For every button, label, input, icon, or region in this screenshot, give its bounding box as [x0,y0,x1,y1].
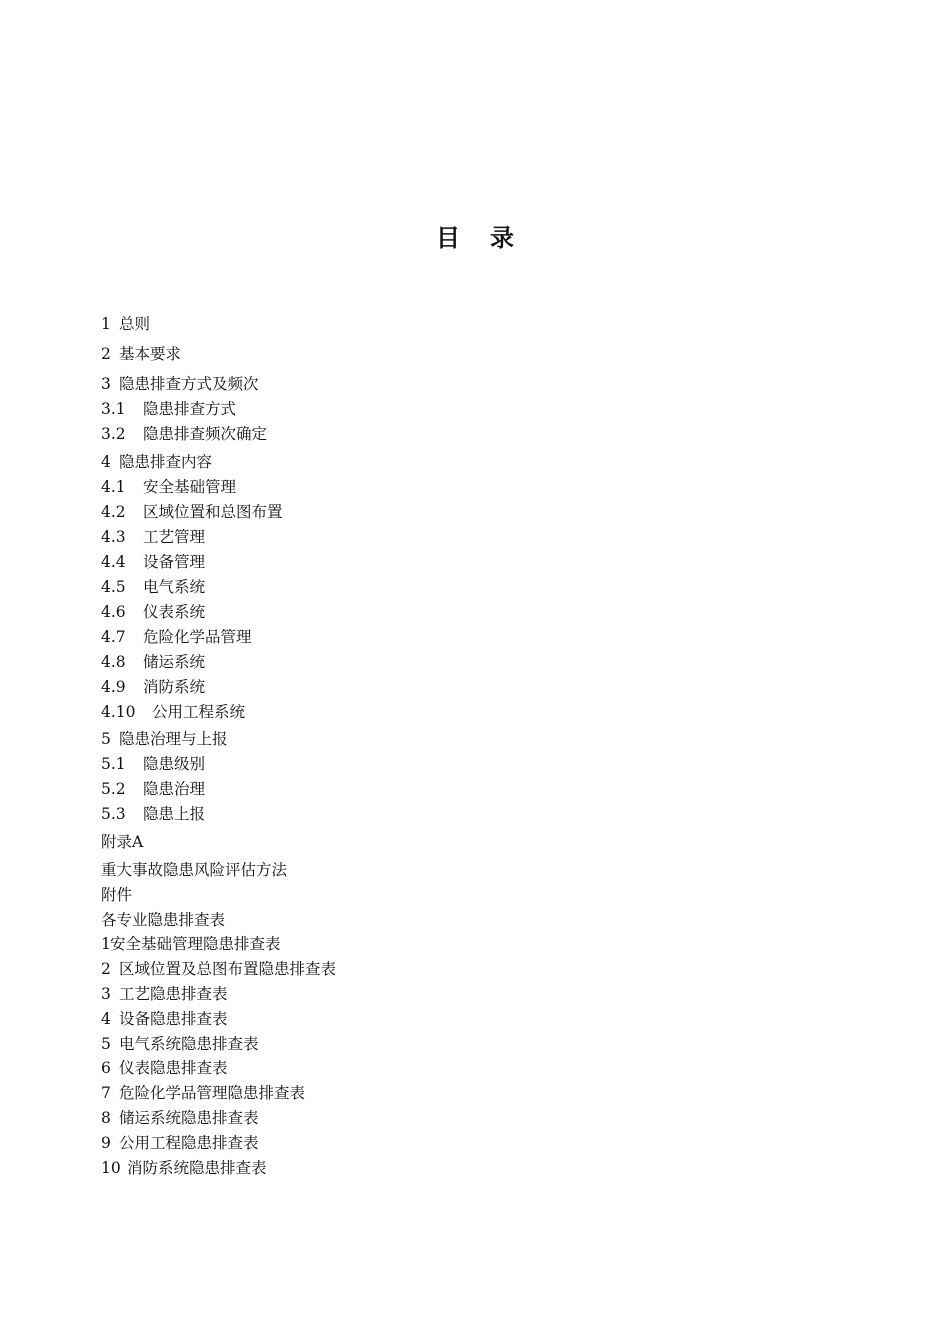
toc-item-number: 5 [101,1035,111,1053]
toc-item-text: 消防系统隐患排查表 [127,1159,267,1177]
toc-item-number: 4.3 [101,528,126,546]
toc-item [101,452,212,472]
toc-item-text: 安全基础管理隐患排查表 [110,935,281,953]
toc-item [101,885,132,905]
toc-item-text: 电气系统隐患排查表 [119,1035,259,1053]
toc-item-text: 隐患治理 [143,780,206,798]
toc-item [101,1058,228,1078]
toc-item-number: 3 [101,985,111,1003]
toc-item [101,729,228,749]
toc-item-text: 区域位置和总图布置 [143,503,283,521]
toc-item-text: 隐患排查频次确定 [143,425,268,443]
toc-item-text: 隐患治理与上报 [119,730,228,748]
toc-item-number: 4.4 [101,553,126,571]
toc-item-number: 4.5 [101,578,126,596]
toc-item-text: 危险化学品管理 [143,628,252,646]
toc-item-number: 5.2 [101,780,126,798]
toc-item-number: 5.3 [101,805,126,823]
toc-item [101,374,259,394]
toc-item-text: 基本要求 [119,345,182,363]
toc-item-number: 4.2 [101,503,126,521]
toc-item-text: 隐患排查方式及频次 [119,375,259,393]
toc-item-number: 3.1 [101,400,126,418]
toc-item-text: 隐患上报 [143,805,206,823]
toc-item [101,959,336,979]
toc-item-number: 2 [101,960,111,978]
toc-item-text: 附件 [101,886,133,904]
toc-item-number: 4.6 [101,603,126,621]
toc-item-number: 3 [101,375,111,393]
toc-item [101,477,236,497]
page-title [0,222,950,254]
toc-item [101,1158,267,1178]
toc-item-number: 4 [101,453,111,471]
toc-item [101,1108,259,1128]
toc-item [101,314,150,334]
toc-item-number: 4.9 [101,678,126,696]
toc-item-number: 3.2 [101,425,126,443]
toc-item-text: 隐患排查方式 [143,400,237,418]
toc-item [101,779,205,799]
toc-item-number: 4 [101,1010,111,1028]
toc-item-text: 危险化学品管理隐患排查表 [119,1084,306,1102]
toc-item-number: 1 [101,315,111,333]
toc-item [101,1083,305,1103]
toc-item [101,552,205,572]
page-title-part-2: 录 [490,223,514,252]
toc-item-text: 仪表隐患排查表 [119,1059,228,1077]
toc-item [101,652,205,672]
toc-item [101,832,143,852]
toc-item-text: 工艺管理 [143,528,206,546]
toc-item-text: 储运系统隐患排查表 [119,1109,259,1127]
toc-item-text: 总则 [119,315,151,333]
toc-item [101,910,225,930]
toc-item [101,1133,259,1153]
toc-item-number: 10 [101,1159,121,1177]
toc-item-text: 隐患级别 [143,755,206,773]
toc-item-number: 2 [101,345,111,363]
toc-item-text: 公用工程隐患排查表 [119,1134,259,1152]
toc-item [101,344,181,364]
toc-item-text: 设备隐患排查表 [119,1010,228,1028]
toc-item-number: 4.8 [101,653,126,671]
toc-item [101,424,267,444]
toc-item-number: 8 [101,1109,111,1127]
toc-item-number: 9 [101,1134,111,1152]
toc-item-number: 5 [101,730,111,748]
toc-item [101,804,205,824]
toc-item [101,702,245,722]
toc-item-text: 消防系统 [143,678,206,696]
toc-item-text: 设备管理 [143,553,206,571]
toc-item [101,502,283,522]
toc-item [101,984,228,1004]
page-title-part-1: 目 [436,223,460,252]
toc-item [101,399,236,419]
toc-item-text: 储运系统 [143,653,206,671]
toc-item-number: 1 [101,935,111,953]
toc-item-text: 附录A [101,833,144,851]
toc-item-number: 4.7 [101,628,126,646]
toc-item [101,577,205,597]
toc-item-text: 各专业隐患排查表 [101,911,226,929]
toc-item [101,677,205,697]
toc-item [101,934,281,954]
toc-item [101,602,205,622]
toc-item-text: 公用工程系统 [152,703,246,721]
toc-item [101,1009,228,1029]
toc-item-text: 仪表系统 [143,603,206,621]
toc-item [101,860,287,880]
toc-item [101,754,205,774]
toc-item-text: 区域位置及总图布置隐患排查表 [119,960,337,978]
toc-item-number: 7 [101,1084,111,1102]
toc-item-text: 电气系统 [143,578,206,596]
toc-item-number: 4.1 [101,478,126,496]
toc-item-text: 隐患排查内容 [119,453,213,471]
toc-item-text: 重大事故隐患风险评估方法 [101,861,288,879]
toc-item-number: 4.10 [101,703,136,721]
toc-item-number: 5.1 [101,755,126,773]
toc-item [101,527,205,547]
toc-item [101,1034,259,1054]
toc-item-text: 安全基础管理 [143,478,237,496]
toc-item-text: 工艺隐患排查表 [119,985,228,1003]
toc-item [101,627,252,647]
toc-item-number: 6 [101,1059,111,1077]
